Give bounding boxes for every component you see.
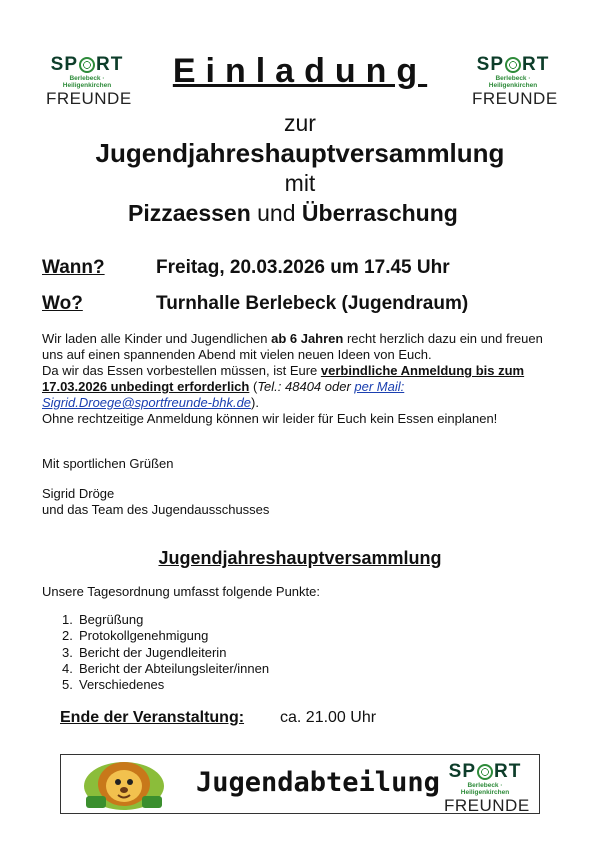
list-item	[62, 612, 269, 628]
logo-sport-text: SP	[476, 54, 505, 75]
list-number: 1.	[62, 612, 73, 627]
email-link[interactable]: per Mail: Sigrid.Droege@sportfreunde-bhk.de	[42, 379, 405, 410]
agenda-intro: Unsere Tagesordnung umfasst folgende Punkte:	[42, 584, 320, 599]
signature-team: und das Team des Jugendausschusses	[42, 502, 270, 517]
and-text: und	[257, 200, 296, 226]
body-text: recht herzlich dazu ein und freuen uns auf einen spannenden Abend mit vielen neuen Ideen von Euch.	[42, 331, 543, 362]
lion-mascot-icon	[78, 756, 170, 812]
body-text: (	[249, 379, 258, 394]
logo-sport-text: RT	[522, 54, 550, 75]
soccer-ball-icon	[477, 764, 493, 780]
sportfreunde-logo-footer	[444, 761, 530, 815]
body-text: Da wir das Essen vorbestellen müssen, ist Eure	[42, 363, 321, 378]
invitation-text	[42, 331, 562, 427]
logo-subline: Berlebeck · Heiligenkirchen	[488, 75, 538, 89]
age-highlight: ab 6 Jahren	[271, 331, 344, 346]
signature-name: Sigrid Dröge	[42, 486, 115, 501]
list-item	[62, 628, 269, 644]
registration-deadline: verbindliche Anmeldung bis zum 17.03.2026 unbedingt erforderlich	[42, 363, 525, 394]
list-number: 3.	[62, 644, 73, 660]
agenda-title: Jugendjahreshauptversammlung	[158, 548, 442, 568]
header-mit: mit	[284, 170, 316, 196]
phone-text: Tel.: 48404 oder	[257, 379, 355, 394]
footer-title: Jugendabteilung	[196, 767, 440, 798]
when-value: Freitag, 20.03.2026 um 17.45 Uhr	[156, 257, 450, 278]
logo-freunde: FREUNDE	[46, 89, 132, 108]
body-text: Ohne rechtzeitige Anmeldung können wir leider für Euch kein Essen einplanen!	[42, 411, 498, 426]
where-label: Wo?	[42, 293, 83, 314]
logo-freunde: FREUNDE	[472, 89, 558, 108]
logo-sport-text: RT	[494, 761, 522, 782]
when-label: Wann?	[42, 257, 105, 278]
logo-sport-text: RT	[96, 54, 124, 75]
logo-freunde: FREUNDE	[444, 796, 530, 815]
logo-sport-text: SP	[448, 761, 477, 782]
surprise-text: Überraschung	[301, 200, 458, 226]
list-number: 5.	[62, 677, 73, 693]
list-item	[62, 677, 269, 693]
list-text: Protokollgenehmigung	[79, 628, 209, 644]
logo-subline: Berlebeck · Heiligenkirchen	[62, 75, 112, 89]
logo-sport-text: SP	[50, 54, 79, 75]
end-value: ca. 21.00 Uhr	[280, 709, 377, 726]
list-text: Verschiedenes	[79, 677, 165, 693]
header-zur: zur	[284, 110, 316, 136]
page-title: Einladung	[172, 52, 428, 90]
logo-subline: Berlebeck · Heiligenkirchen	[460, 782, 510, 796]
list-text: Bericht der Jugendleiterin	[79, 644, 227, 660]
body-text: Wir laden alle Kinder und Jugendlichen	[42, 331, 272, 346]
list-item	[62, 645, 269, 661]
event-highlights	[128, 200, 458, 227]
body-text: ).	[251, 395, 259, 410]
list-item	[62, 661, 269, 677]
list-number: 2.	[62, 628, 73, 644]
greeting: Mit sportlichen Grüßen	[42, 456, 174, 471]
list-number: 4.	[62, 660, 73, 676]
list-text: Begrüßung	[79, 612, 144, 627]
agenda-list	[62, 612, 269, 693]
end-label: Ende der Veranstaltung:	[60, 709, 245, 726]
list-text: Bericht der Abteilungsleiter/innen	[79, 660, 270, 676]
event-name: Jugendjahreshauptversammlung	[95, 138, 505, 168]
pizza-text: Pizzaessen	[128, 200, 251, 226]
where-value: Turnhalle Berlebeck (Jugendraum)	[156, 293, 469, 314]
